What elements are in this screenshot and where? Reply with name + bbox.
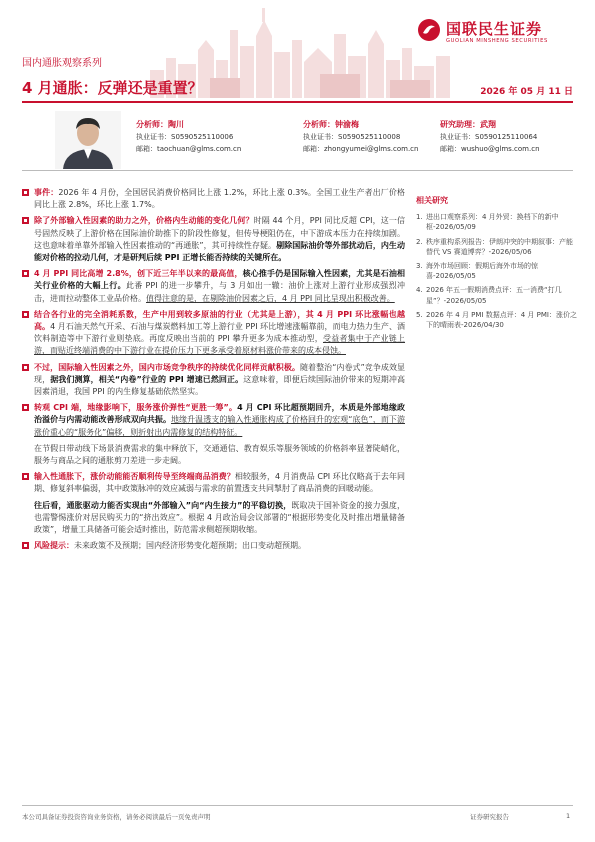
paragraph-outlook: 往后看，通胀驱动力能否实现由“外部输入”向“内生接力”的平稳切换，既取决于国补资金的接力强度，也需警惕涨价对居民购买力的“挤出效应”。根据 4 月政治局会议部署的“根据形势变化及时推出增量储备政策”，增量工具储备可能会适时推出，防范需求侧超预期收缩。: [34, 500, 406, 535]
related-research-item[interactable]: 5. 2026 年 4 月 PMI 数据点评：4 月 PMI：涨价之下的晴雨表-2026/04/30: [416, 310, 577, 330]
footer-report-type: 证券研究报告: [470, 813, 509, 821]
related-research-item[interactable]: 4. 2026 年五一假期消费点评：五一消费“打几星”？-2026/05/05: [416, 286, 562, 305]
analyst-1: 分析师：陶川 执业证书：S0590525110006 邮箱：taochuan@glms.com.cn: [136, 119, 286, 155]
paragraph-risk-warning: 风险提示：未来政策不及预期；国内经济形势变化超预期；出口变动超预期。: [22, 540, 405, 552]
paragraph-intrinsic-momentum: 除了外部输入性因素的助力之外，价格内生动能的变化几何？时隔 44 个月，PPI 同比反超 CPI，这一信号固然反映了上游价格在国际油价助推下的阶段性修复，但传导梗阻仍在，中下游成本压力在持续加剧。这也意味着单靠外部输入性因素推动的“再通胀”，其可持续性存疑。剔除国际油价等外部扰动后，内生动能对价格的拉动几何，才是研判后续 PPI 正增长能否持续的关键所在。: [22, 215, 405, 264]
analyst-3: 研究助理：武翔 执业证书：S0590125110064 邮箱：wushuo@glms.com.cn: [440, 119, 590, 155]
brand-name-cn: 国联民生证券: [446, 20, 543, 38]
report-date: 2026 年 05 月 11 日: [480, 87, 573, 97]
brand-name-en: GUOLIAN MINSHENG SECURITIES: [446, 38, 548, 44]
related-research-heading: 相关研究: [416, 196, 448, 205]
report-series: 国内通胀观察系列: [22, 58, 102, 69]
paragraph-ppi-yoy: 4 月 PPI 同比高增 2.8%，创下近三年半以来的最高值，核心推手仍是国际输入性因素，尤其是石油相关行业价格的大幅上行。此番 PPI 的进一步攀升，与 3 月如出一辙：油价上涨对上游行业形成强烈冲击，进而拉动整体工业品价格。值得注意的是，在剔除油价因素之后，4 月 PPI 同比呈现出积极改善。: [22, 268, 405, 305]
analyst-email[interactable]: 邮箱：taochuan@glms.com.cn: [136, 145, 242, 153]
analyst-cert: 执业证书：S0590525110006: [136, 133, 234, 141]
analyst-cert: 执业证书：S0590125110064: [440, 133, 538, 141]
paragraph-cpi-services: 转观 CPI 端，地缘影响下，服务涨价弹性“更胜一筹”。4 月 CPI 环比超预期回升，本质是外部地缘政治溢价与内需动能改善形成双向共振。地缘升温透支的输入性通胀构成了价格回升的宏观“底色”，而下游涨价重心的“服务化”偏移，则折射出内需修复的结构特征。: [22, 402, 405, 439]
page-number: 1: [566, 812, 571, 820]
bullet-icon: [22, 542, 29, 549]
analyst-name: 武翔: [480, 120, 496, 129]
bullet-icon: [22, 473, 29, 480]
bullet-icon: [22, 189, 29, 196]
related-research-item[interactable]: 1. 进出口观察系列：4 月外贸：换档下的新中枢-2026/05/09: [416, 213, 559, 232]
related-research-item[interactable]: 3. 海外市场回顾：假期后海外市场的惊喜-2026/05/05: [416, 262, 538, 281]
analyst-name: 钟渝梅: [335, 120, 359, 129]
footer-disclaimer: 本公司具备证券投资咨询业务资格，请务必阅读最后一页免责声明: [22, 813, 211, 821]
paragraph-goods-transmission: 输入性通胀下，涨价动能能否顺利传导至终端商品消费？相较服务，4 月消费品 CPI 环比仅略高于去年同期、修复斜率偏弱，其中政策脉冲的效应减弱与需求的前置透支共同掣肘了商品消费的回暖动能。: [22, 471, 405, 495]
analyst-2: 分析师：钟渝梅 执业证书：S0590525110008 邮箱：zhongyumei@glms.com.cn: [303, 119, 453, 155]
bullet-icon: [22, 270, 29, 277]
bullet-icon: [22, 311, 29, 318]
related-research: [416, 196, 578, 334]
analyst-photo: [55, 111, 121, 169]
footer-divider: [22, 805, 573, 806]
paragraph-industry-consumption: 结合各行业的完全消耗系数，生产中用到较多原油的行业（尤其是上游），其 4 月 PPI 环比涨幅也越高。4 月石油天然气开采、石油与煤炭燃料加工等上游行业 PPI 环比增速涨幅靠前，而电力热力生产、酒饮料制造等中下游行业则垫底。再度反映出当前的 PPI 攀升更多为成本推动型，受益者集中于产业链上游，而贴近终端消费的中下游行业在提价压力下更多承受着原材料涨价带来的成本侵蚀。: [22, 309, 405, 358]
report-body: [22, 187, 405, 556]
analyst-email[interactable]: 邮箱：zhongyumei@glms.com.cn: [303, 145, 419, 153]
bullet-icon: [22, 364, 29, 371]
paragraph-holiday-demand: 在节假日带动线下场景消费需求的集中释放下，交通通信、教育娱乐等服务领域的价格斜率显著陡峭化，服务与商品之间的通胀剪刀差进一步走阔。: [34, 443, 405, 466]
analyst-role: 研究助理: [440, 120, 472, 129]
paragraph-event: 事件：2026 年 4 月份，全国居民消费价格同比上涨 1.2%，环比上涨 0.3%。全国工业生产者出厂价格同比上涨 2.8%，环比上涨 1.7%。: [22, 187, 405, 211]
analyst-role: 分析师: [136, 120, 160, 129]
header-divider: [22, 101, 573, 103]
company-logo: [417, 14, 577, 54]
brand-mark-icon: [417, 18, 441, 42]
analyst-cert: 执业证书：S0590525110008: [303, 133, 401, 141]
analyst-role: 分析师: [303, 120, 327, 129]
analyst-email[interactable]: 邮箱：wushuo@glms.com.cn: [440, 145, 540, 153]
related-research-item[interactable]: 2. 秩序重构系列报告：伊朗冲突的中期叙事：产能替代 VS 赛道博弈？-2026/05/06: [416, 237, 573, 256]
bullet-icon: [22, 404, 29, 411]
analyst-divider: [22, 170, 573, 171]
analyst-name: 陶川: [168, 120, 184, 129]
paragraph-competition-order: 不过，国际输入性因素之外，国内市场竞争秩序的持续优化同样贡献积极。随着整治“内卷式”竞争成效显现，据我们测算，相关“内卷”行业的 PPI 增速已然回正。这意味着，即便后续国际油价带来的短期冲高因素消退，我国 PPI 的内生修复基础依然坚实。: [22, 362, 405, 399]
bullet-icon: [22, 217, 29, 224]
report-title: 4 月通胀：反弹还是重置？: [22, 79, 203, 97]
